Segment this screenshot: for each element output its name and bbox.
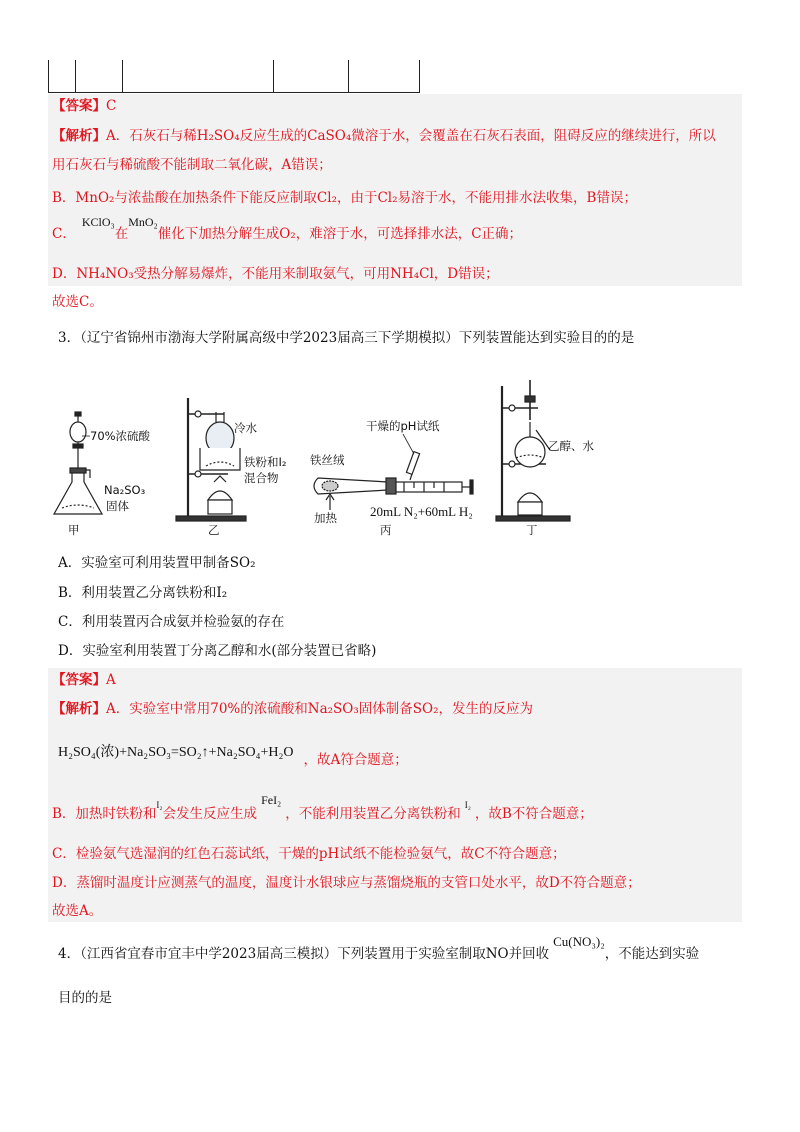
q3-explain-line-a: 【解析】A．实验室中常用70%的浓硫酸和Na₂SO₃固体制备SO₂，发生的反应为 bbox=[52, 701, 533, 717]
label-yi: 乙 bbox=[208, 523, 220, 537]
q3-apparatus-diagram bbox=[48, 378, 594, 540]
label-jia-solid-1: Na₂SO₃ bbox=[104, 483, 146, 497]
q2-answer-line: 【答案】C bbox=[52, 98, 117, 114]
q2-explain-line-1: 【解析】A．石灰石与稀H₂SO₄反应生成的CaSO₄微溶于水，会覆盖在石灰石表面，阻碍反应的继续进行，所以 bbox=[52, 128, 716, 144]
label-jia-acid: 70%浓硫酸 bbox=[90, 429, 151, 443]
q2-explain-line-c: C．KClO₃在MnO₂催化下加热分解生成O₂，难溶于水，可选择排水法，C正确； bbox=[52, 215, 523, 242]
apparatus-jia bbox=[54, 412, 102, 514]
q3-equation-line: H₂SO₄(浓)+Na₂SO₃=SO₂↑+Na₂SO₄+H₂O ，故A符合题意； bbox=[58, 745, 408, 768]
label-bing-gas: 20mL N₂+60mL H₂ bbox=[370, 504, 473, 519]
table-cell bbox=[349, 60, 419, 92]
label-bing-wool: 铁丝绒 bbox=[310, 453, 345, 467]
q2-explain-line-d: D．NH₄NO₃受热分解易爆炸，不能用来制取氨气，可用NH₄Cl，D错误； bbox=[52, 266, 499, 282]
answer-table-fragment bbox=[48, 60, 420, 93]
label-jia-solid-2: 固体 bbox=[106, 499, 129, 513]
q4-stem-line-2: 目的的是 bbox=[58, 990, 112, 1006]
q3-conclusion: 故选A。 bbox=[52, 903, 103, 919]
label-yi-mix-1: 铁粉和I₂ bbox=[244, 455, 287, 469]
q3-option-b: B．利用装置乙分离铁粉和I₂ bbox=[58, 585, 228, 601]
q3-answer-line: 【答案】A bbox=[52, 672, 116, 688]
table-cell bbox=[49, 60, 76, 92]
table-cell bbox=[76, 60, 123, 92]
label-jia: 甲 bbox=[68, 523, 80, 537]
q3-explain-line-c: C．检验氨气选湿润的红色石蕊试纸，干燥的pH试纸不能检验氨气，故C不符合题意； bbox=[52, 846, 566, 862]
q4-stem-line-1: 4．（江西省宜春市宜丰中学2023届高三模拟）下列装置用于实验室制取NO并回收Cu(NO₃)₂，不能达到实验 bbox=[58, 934, 700, 962]
q3-option-c: C．利用装置丙合成氨并检验氨的存在 bbox=[58, 614, 285, 630]
label-yi-mix-2: 混合物 bbox=[244, 471, 279, 485]
label-yi-water: 冷水 bbox=[234, 421, 257, 435]
q2-explain-line-b: B．MnO₂与浓盐酸在加热条件下能反应制取Cl₂，由于Cl₂易溶于水，不能用排水法收集，B错误； bbox=[52, 190, 637, 206]
label-bing-paper: 干燥的pH试纸 bbox=[366, 419, 440, 433]
label-bing: 丙 bbox=[380, 523, 392, 537]
label-bing-heat: 加热 bbox=[314, 511, 337, 525]
q3-explain-line-b: B．加热时铁粉和$^{I_2}$会发生反应生成FeI₂，不能利用装置乙分离铁粉和$^{I_2}$，故B不符合题意； bbox=[52, 793, 593, 822]
q2-explain-line-2: 用石灰石与稀硫酸不能制取二氧化碳，A错误； bbox=[52, 157, 332, 173]
q3-option-a: A．实验室可利用装置甲制备SO₂ bbox=[58, 555, 256, 571]
q3-stem: 3．（辽宁省锦州市渤海大学附属高级中学2023届高三下学期模拟）下列装置能达到实验目的的是 bbox=[58, 330, 635, 346]
table-cell bbox=[123, 60, 274, 92]
q3-explain-line-d: D．蒸馏时温度计应测蒸气的温度，温度计水银球应与蒸馏烧瓶的支管口处水平，故D不符合题意； bbox=[52, 875, 641, 891]
table-cell bbox=[274, 60, 349, 92]
apparatus-yi bbox=[176, 398, 246, 521]
label-ding: 丁 bbox=[526, 523, 538, 537]
q3-option-d: D．实验室利用装置丁分离乙醇和水(部分装置已省略) bbox=[58, 643, 377, 659]
label-ding-liquid: 乙醇、水 bbox=[548, 439, 594, 453]
q2-conclusion: 故选C。 bbox=[52, 294, 103, 310]
